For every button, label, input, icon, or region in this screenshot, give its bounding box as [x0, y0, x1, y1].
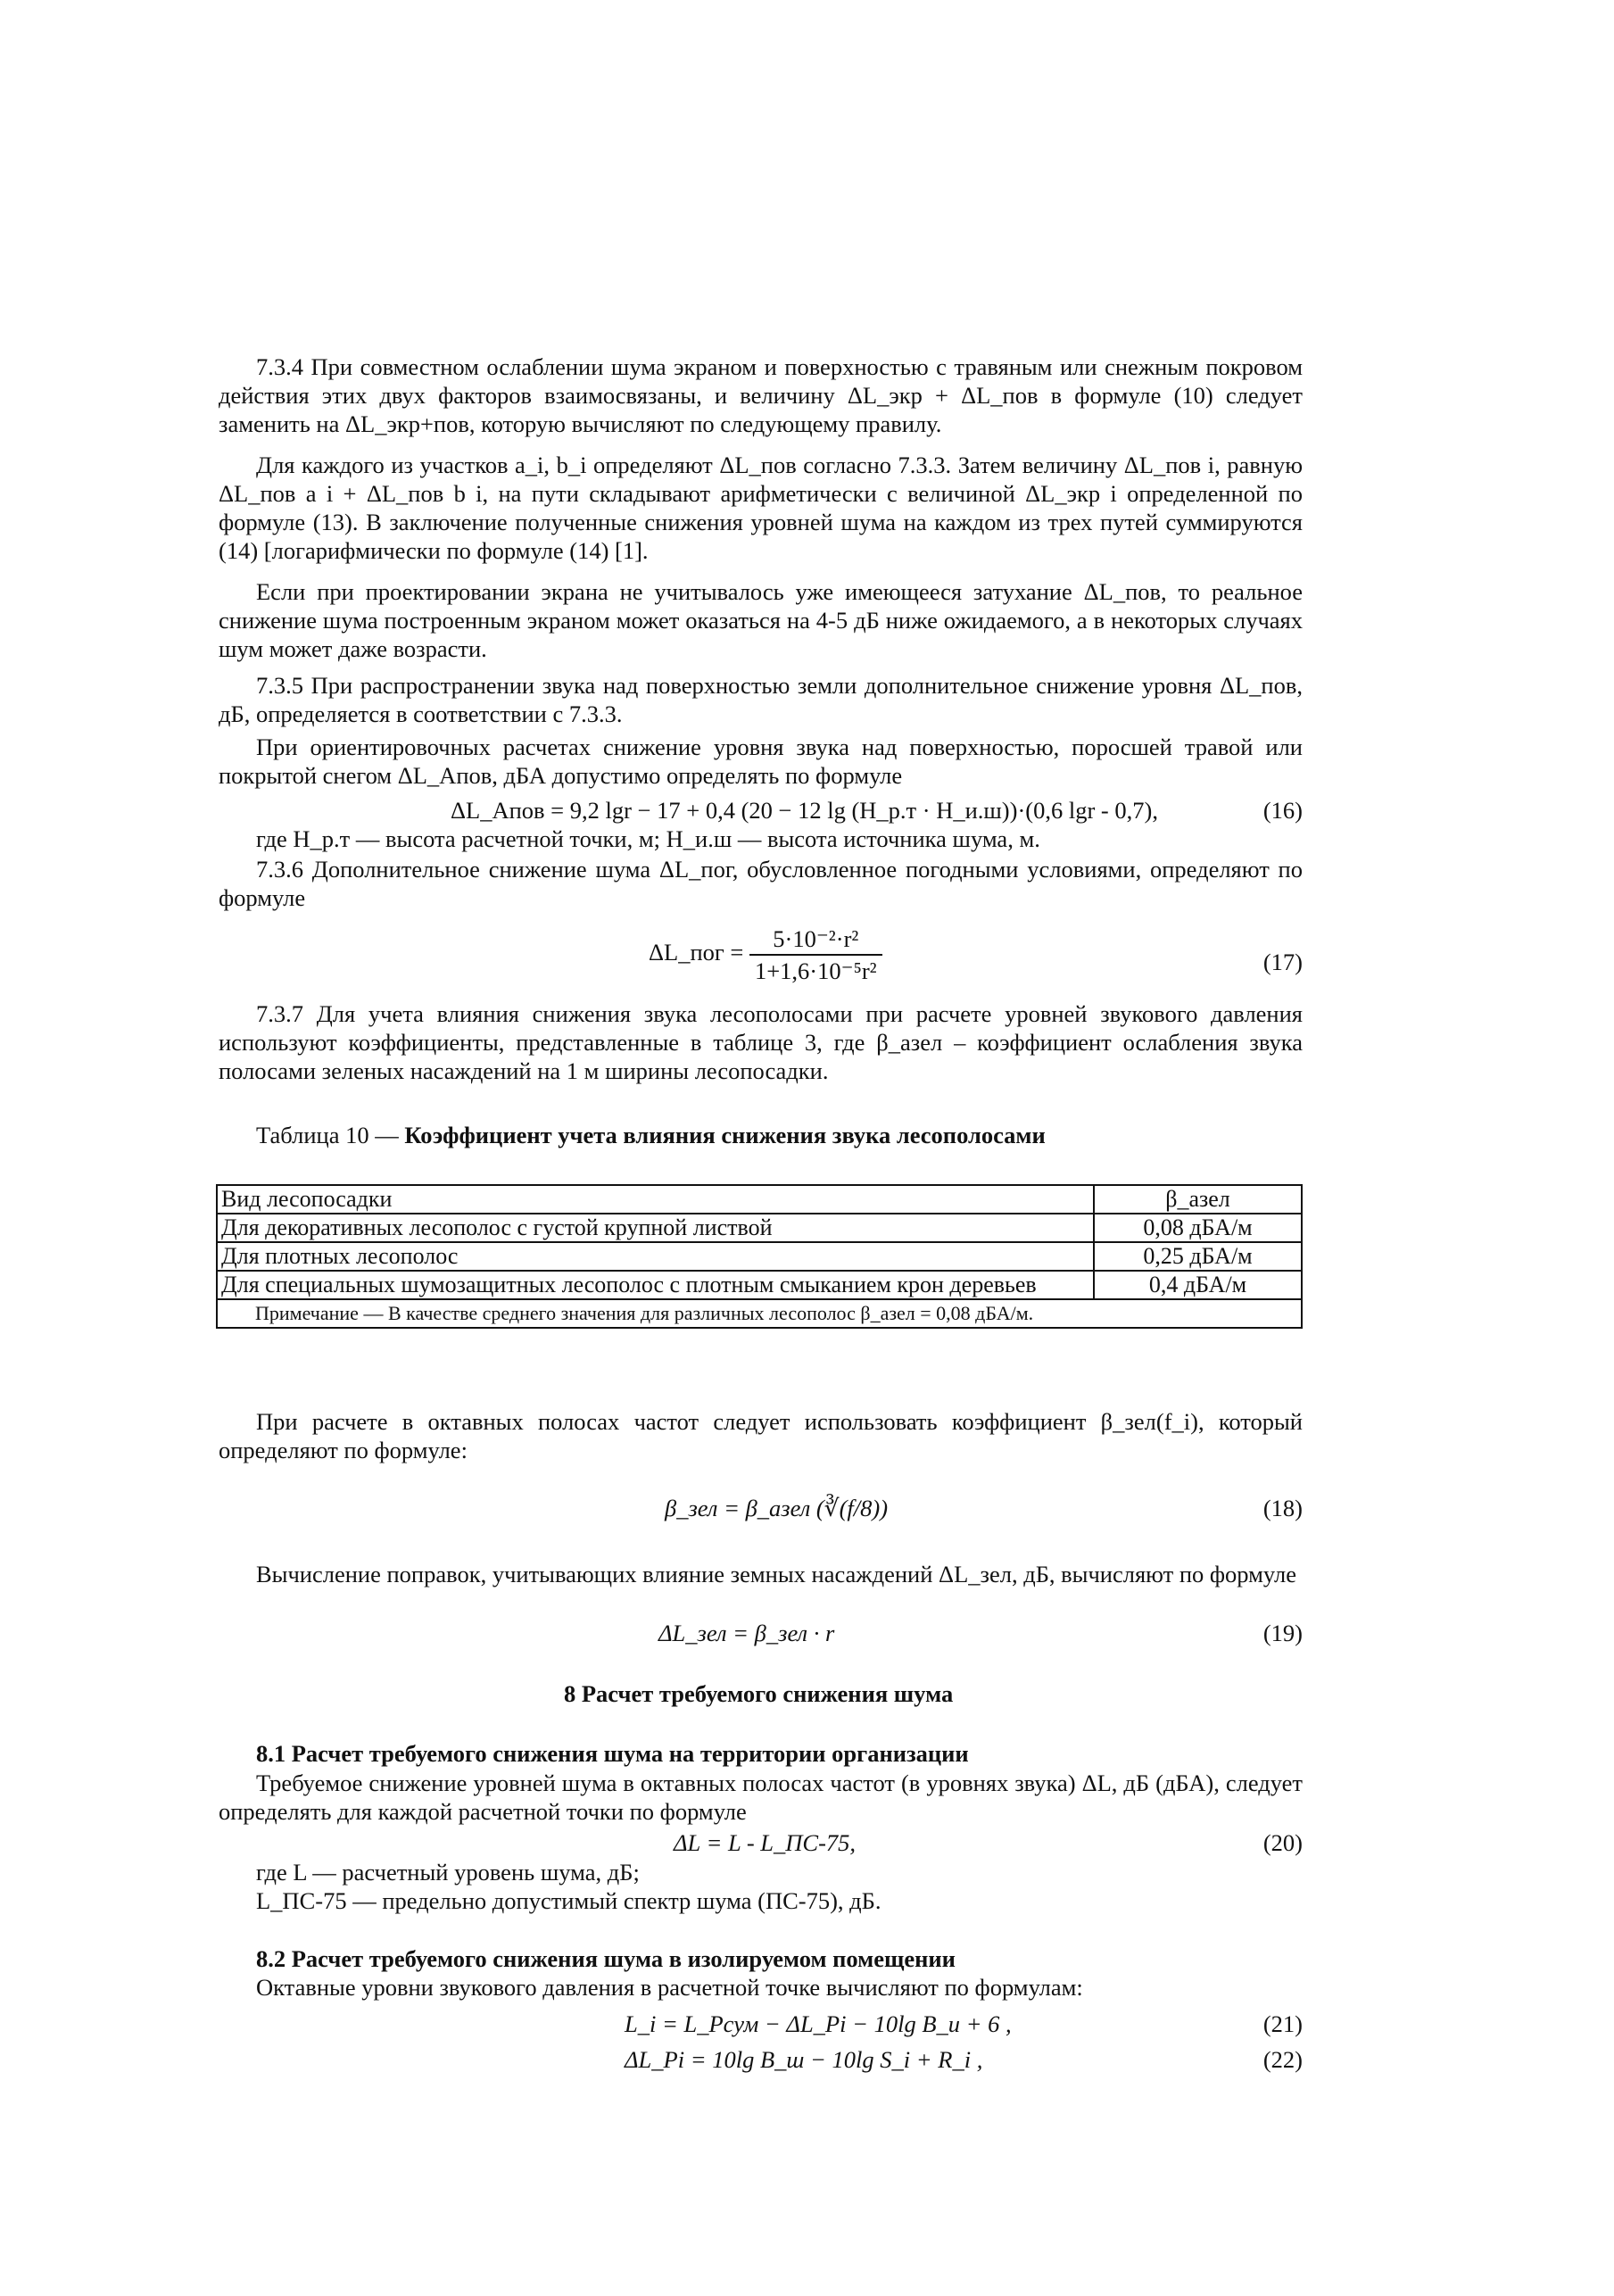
equation-17 [649, 924, 882, 986]
table-caption-title: Коэффициент учета влияния снижения звука лесополосами [404, 1122, 1046, 1148]
attenuation-table [216, 1184, 1303, 1329]
equation-16-number: (16) [1262, 797, 1303, 824]
paragraph-7-3-6: 7.3.6 Дополнительное снижение шума ΔL_пог, обусловленное погодными условиями, определяют по формуле [219, 856, 1303, 911]
table-caption-prefix: Таблица 10 — [256, 1122, 405, 1148]
equation-17-numerator: 5·10⁻²·r² [749, 924, 882, 956]
equation-17-lhs: ΔL_пог = [649, 939, 744, 966]
equation-17-number: (17) [1262, 949, 1303, 975]
table-note: Примечание — В качестве среднего значения для различных лесополос β_азел = 0,08 дБА/м. [217, 1299, 1302, 1328]
equation-18-number: (18) [1262, 1495, 1303, 1521]
table-header-row [217, 1185, 1302, 1214]
paragraph-7-3-4: 7.3.4 При совместном ослаблении шума экраном и поверхностью с травяным или снежным покровом действия этих двух факторов взаимосвязаны, и величину ΔL_экр + ΔL_пов в формуле (10) следует заменить на ΔL_экр+пов, которую вычисляют по следующему правилу. [219, 353, 1303, 437]
equation-18: β_зел = β_азел (∛(f/8)) [665, 1495, 889, 1521]
paragraph-7-3-5-approx: При ориентировочных расчетах снижение уровня звука над поверхностью, поросшей травой или покрытой снегом ΔL_Aпов, дБА допустимо определять по формуле [219, 734, 1303, 789]
paragraph-8-2: Октавные уровни звукового давления в расчетной точке вычисляют по формулам: [256, 1974, 1083, 2001]
section-8-title: 8 Расчет требуемого снижения шума [564, 1680, 954, 1707]
equation-20-legend-2: L_ПС-75 — предельно допустимый спектр шума (ПС-75), дБ. [256, 1887, 881, 1914]
table-cell: Для декоративных лесополос с густой крупной листвой [217, 1214, 1094, 1242]
equation-22-number: (22) [1262, 2046, 1303, 2073]
paragraph-7-3-7: 7.3.7 Для учета влияния снижения звука лесополосами при расчете уровней звукового давления используют коэффициенты, представленные в таблице 3, где β_азел – коэффициент ослабления звука полосами зеленых насаждений на 1 м ширины лесопосадки. [219, 1000, 1303, 1084]
section-8-2-title: 8.2 Расчет требуемого снижения шума в изолируемом помещении [256, 1945, 956, 1972]
table-cell: 0,4 дБА/м [1094, 1271, 1302, 1299]
paragraph-7-3-5: 7.3.5 При распространении звука над поверхностью земли дополнительное снижение уровня ΔL_пов, дБ, определяется в соответствии с 7.3.3. [219, 672, 1303, 727]
table-cell: 0,25 дБА/м [1094, 1242, 1302, 1271]
section-8-1-title: 8.1 Расчет требуемого снижения шума на территории организации [256, 1740, 969, 1767]
table-row [217, 1242, 1302, 1271]
equation-21-number: (21) [1262, 2010, 1303, 2037]
table-header-cell: β_азел [1094, 1185, 1302, 1214]
table-cell: 0,08 дБА/м [1094, 1214, 1302, 1242]
equation-20-legend-1: где L — расчетный уровень шума, дБ; [256, 1859, 640, 1886]
paragraph-octave-bands: При расчете в октавных полосах частот следует использовать коэффициент β_зел(f_i), который определяют по формуле: [219, 1408, 1303, 1463]
equation-22: ΔL_Pi = 10lg B_ш − 10lg S_i + R_i , [625, 2046, 983, 2073]
equation-20: ΔL = L - L_ПС-75, [674, 1829, 857, 1856]
table-row [217, 1271, 1302, 1299]
table-cell: Для специальных шумозащитных лесополос с плотным смыканием крон деревьев [217, 1271, 1094, 1299]
table-row [217, 1214, 1302, 1242]
table-header-cell: Вид лесопосадки [217, 1185, 1094, 1214]
equation-16-legend: где H_р.т — высота расчетной точки, м; H_и.ш — высота источника шума, м. [256, 825, 1040, 852]
table-note-row [217, 1299, 1302, 1328]
paragraph-8-1: Требуемое снижение уровней шума в октавных полосах частот (в уровнях звука) ΔL, дБ (дБА), следует определять для каждой расчетной точки по формуле [219, 1770, 1303, 1825]
equation-21: L_i = L_Pсум − ΔL_Pi − 10lg B_и + 6 , [625, 2010, 1012, 2037]
paragraph-7-3-4-rule: Для каждого из участков a_i, b_i определяют ΔL_пов согласно 7.3.3. Затем величину ΔL_пов i, равную ΔL_пов a i + ΔL_пов b i, на пути складывают арифметически с величиной ΔL_экр i определенной по формуле (13). В заключение полученные снижения уровней шума на каждом из трех путей суммируются (14) [логарифмически по формуле (14) [1]. [219, 452, 1303, 564]
equation-19-number: (19) [1262, 1620, 1303, 1646]
equation-19: ΔL_зел = β_зел · r [658, 1620, 835, 1646]
equation-17-denominator: 1+1,6·10⁻⁵r² [754, 957, 877, 984]
equation-17-fraction [749, 924, 882, 986]
equation-20-number: (20) [1262, 1829, 1303, 1856]
table-cell: Для плотных лесополос [217, 1242, 1094, 1271]
table-caption [256, 1122, 1046, 1149]
equation-16: ΔL_Aпов = 9,2 lgr − 17 + 0,4 (20 − 12 lg (H_р.т · H_и.ш))·(0,6 lgr - 0,7), [451, 797, 1158, 824]
paragraph-green-corrections: Вычисление поправок, учитывающих влияние земных насаждений ΔL_зел, дБ, вычисляют по формуле [256, 1561, 1296, 1587]
paragraph-7-3-4-note: Если при проектировании экрана не учитывалось уже имеющееся затухание ΔL_пов, то реальное снижение шума построенным экраном может оказаться на 4-5 дБ ниже ожидаемого, а в некоторых случаях шум может даже возрасти. [219, 578, 1303, 662]
